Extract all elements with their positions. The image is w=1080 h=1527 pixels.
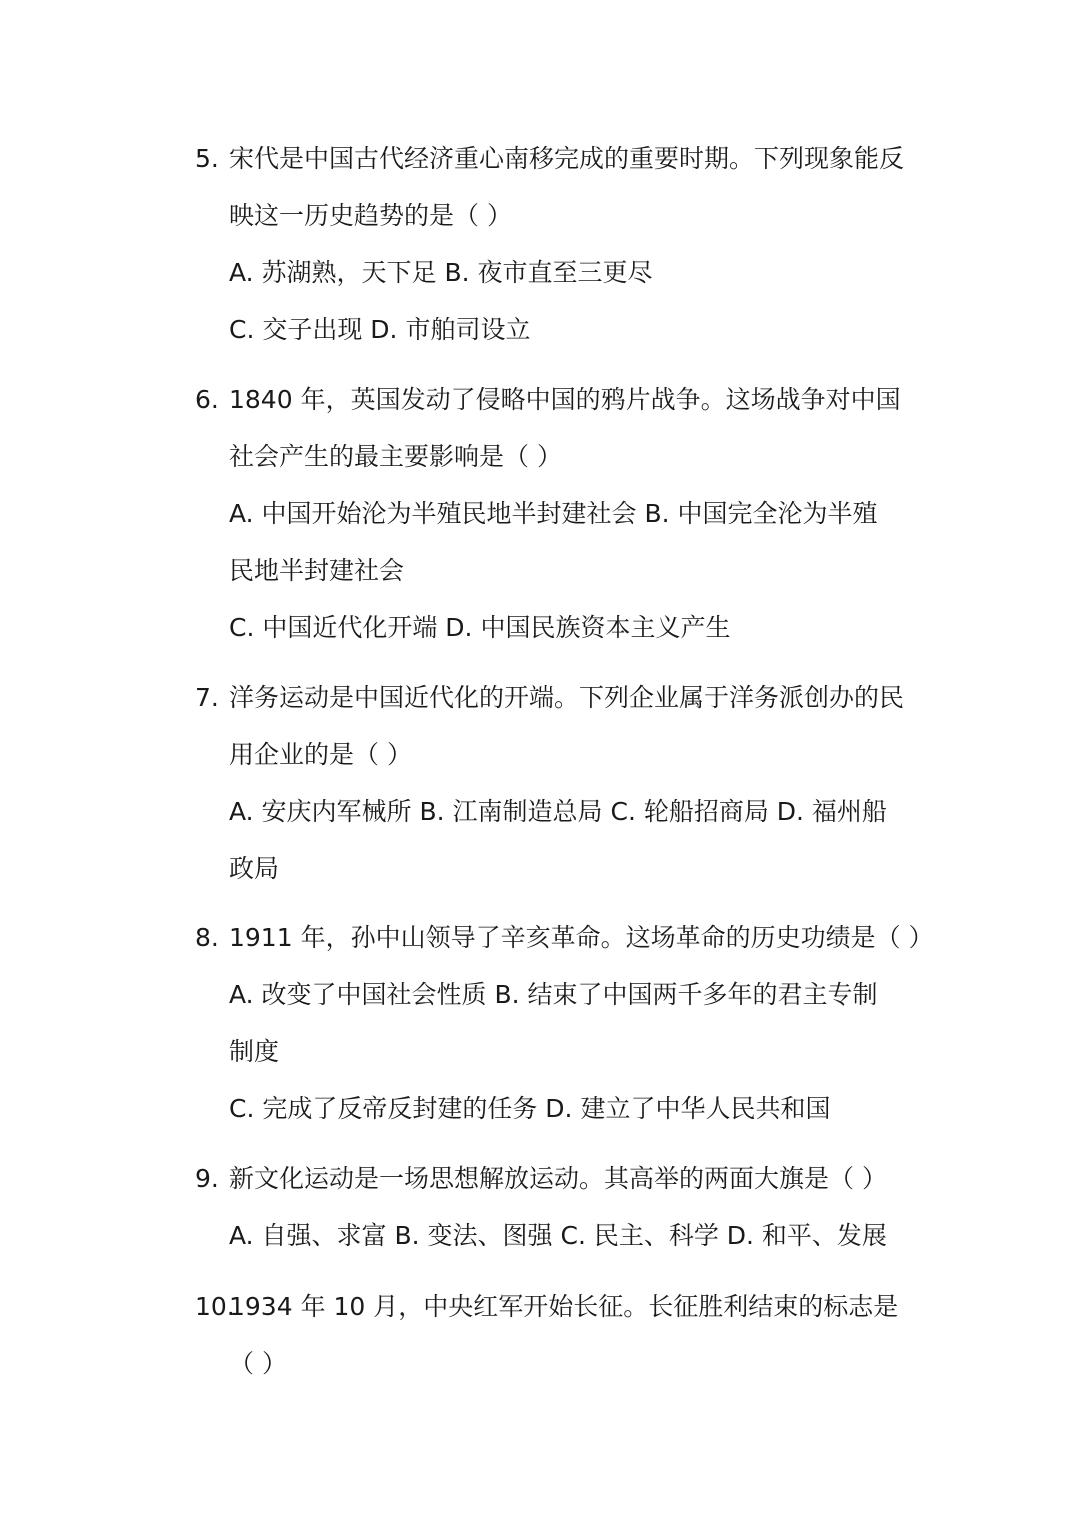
option-text: C. 中国近代化开端 D. 中国民族资本主义产生: [229, 613, 731, 642]
question-text: 洋务运动是中国近代化的开端。下列企业属于洋务派创办的民: [229, 683, 905, 712]
option-text: C. 完成了反帝反封建的任务 D. 建立了中华人民共和国: [229, 1094, 831, 1123]
question-text: 1840 年，英国发动了侵略中国的鸦片战争。这场战争对中国: [229, 385, 901, 414]
question-text: 新文化运动是一场思想解放运动。其高举的两面大旗是（ ）: [229, 1164, 887, 1193]
question-text: 1911 年，孙中山领导了辛亥革命。这场革命的历史功绩是（ ）: [229, 923, 934, 952]
question-line: [195, 187, 925, 244]
question-9: [195, 1150, 925, 1264]
question-7: [195, 669, 925, 897]
question-line: [195, 428, 925, 485]
question-options: [195, 599, 925, 656]
question-options: [195, 840, 925, 897]
question-line: [195, 1150, 925, 1207]
question-options: [195, 1207, 925, 1264]
question-number: 8.: [195, 923, 219, 952]
question-text: 宋代是中国古代经济重心南移完成的重要时期。下列现象能反: [229, 144, 905, 173]
option-text: A. 改变了中国社会性质 B. 结束了中国两千多年的君主专制: [229, 980, 878, 1009]
question-text: （ ）: [229, 1349, 287, 1378]
question-10: [195, 1278, 925, 1392]
question-options: [195, 1023, 925, 1080]
question-number: 9.: [195, 1164, 219, 1193]
option-text: A. 安庆内军械所 B. 江南制造总局 C. 轮船招商局 D. 福州船: [229, 797, 887, 826]
question-options: [195, 783, 925, 840]
question-line: [195, 726, 925, 783]
question-options: [195, 1080, 925, 1137]
question-line: [195, 1278, 925, 1335]
question-line: [195, 130, 925, 187]
option-text: A. 自强、求富 B. 变法、图强 C. 民主、科学 D. 和平、发展: [229, 1221, 887, 1250]
question-options: [195, 301, 925, 358]
question-line: [195, 371, 925, 428]
question-5: [195, 130, 925, 358]
question-line: [195, 909, 934, 966]
option-text: 制度: [229, 1037, 280, 1066]
question-number: 7.: [195, 683, 219, 712]
question-number: 6.: [195, 385, 219, 414]
option-text: 政局: [229, 854, 280, 883]
question-number: 5.: [195, 144, 219, 173]
option-text: C. 交子出现 D. 市舶司设立: [229, 315, 531, 344]
question-options: [195, 244, 925, 301]
question-options: [195, 542, 925, 599]
question-number: 10.: [195, 1292, 235, 1321]
question-8: [195, 909, 934, 1137]
option-text: A. 中国开始沦为半殖民地半封建社会 B. 中国完全沦为半殖: [229, 499, 878, 528]
question-line: [195, 669, 925, 726]
question-text: 社会产生的最主要影响是（ ）: [229, 442, 562, 471]
option-text: A. 苏湖熟，天下足 B. 夜市直至三更尽: [229, 258, 653, 287]
option-text: 民地半封建社会: [229, 556, 405, 585]
question-text: 1934 年 10 月，中央红军开始长征。长征胜利结束的标志是: [229, 1292, 899, 1321]
question-6: [195, 371, 925, 656]
question-options: [195, 485, 925, 542]
question-options: [195, 966, 925, 1023]
question-text: 映这一历史趋势的是（ ）: [229, 201, 512, 230]
question-text: 用企业的是（ ）: [229, 740, 412, 769]
question-line: [195, 1335, 925, 1392]
